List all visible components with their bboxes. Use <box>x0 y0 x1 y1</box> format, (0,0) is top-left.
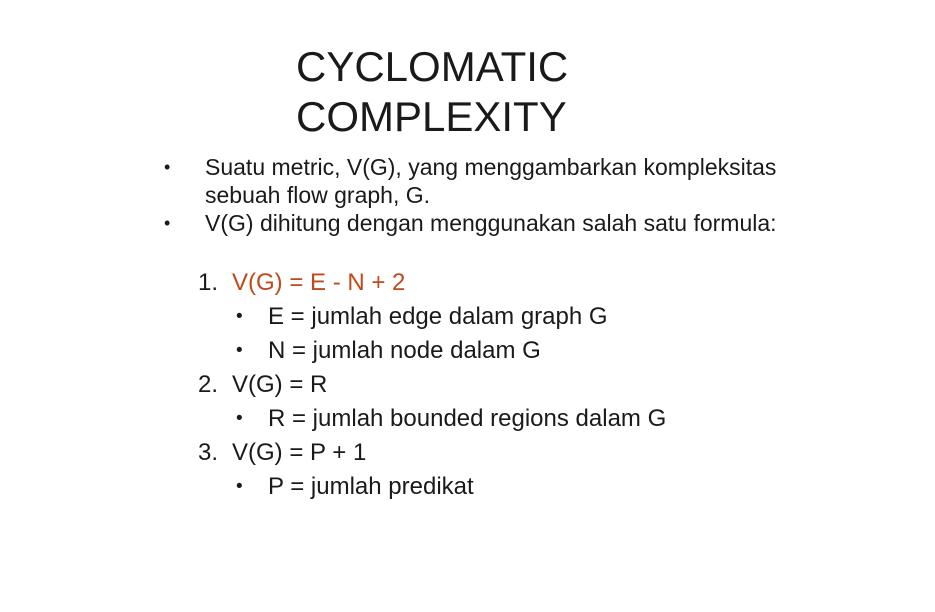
slide-title <box>296 42 568 142</box>
formula-sublist <box>198 300 666 368</box>
sub-item <box>198 334 666 368</box>
sub-item <box>198 402 666 436</box>
sub-marker: • <box>236 340 243 361</box>
sub-marker: • <box>236 408 243 429</box>
sub-marker: • <box>236 306 243 327</box>
formula-expression: V(G) = R <box>232 371 328 398</box>
title-line-1: CYCLOMATIC <box>296 43 569 90</box>
formula-sublist <box>198 470 666 504</box>
sub-item <box>198 470 666 504</box>
sub-text: E = jumlah edge dalam graph G <box>268 303 608 330</box>
formula-sublist <box>198 402 666 436</box>
formula-item-3 <box>198 436 666 504</box>
bullet-item <box>164 153 784 209</box>
sub-text: N = jumlah node dalam G <box>268 337 541 364</box>
formula-item-1 <box>198 266 666 368</box>
sub-item <box>198 300 666 334</box>
bullet-text: Suatu metric, V(G), yang menggambarkan kompleksitas sebuah flow graph, G. <box>205 154 777 208</box>
bullet-item <box>164 209 784 237</box>
formula-item-2 <box>198 368 666 436</box>
sub-text: R = jumlah bounded regions dalam G <box>268 405 667 432</box>
title-line-2: COMPLEXITY <box>296 93 567 140</box>
formula-number: 3. <box>198 439 219 466</box>
formula-number: 1. <box>198 269 219 296</box>
formula-list <box>198 266 666 504</box>
sub-marker: • <box>236 476 243 497</box>
bullet-marker: • <box>164 157 171 177</box>
sub-text: P = jumlah predikat <box>268 473 474 500</box>
bullet-marker: • <box>164 213 171 233</box>
bullet-list <box>164 153 784 237</box>
formula-number: 2. <box>198 371 219 398</box>
bullet-text: V(G) dihitung dengan menggunakan salah satu formula: <box>205 210 777 236</box>
formula-expression: V(G) = E - N + 2 <box>232 269 406 296</box>
formula-expression: V(G) = P + 1 <box>232 439 367 466</box>
